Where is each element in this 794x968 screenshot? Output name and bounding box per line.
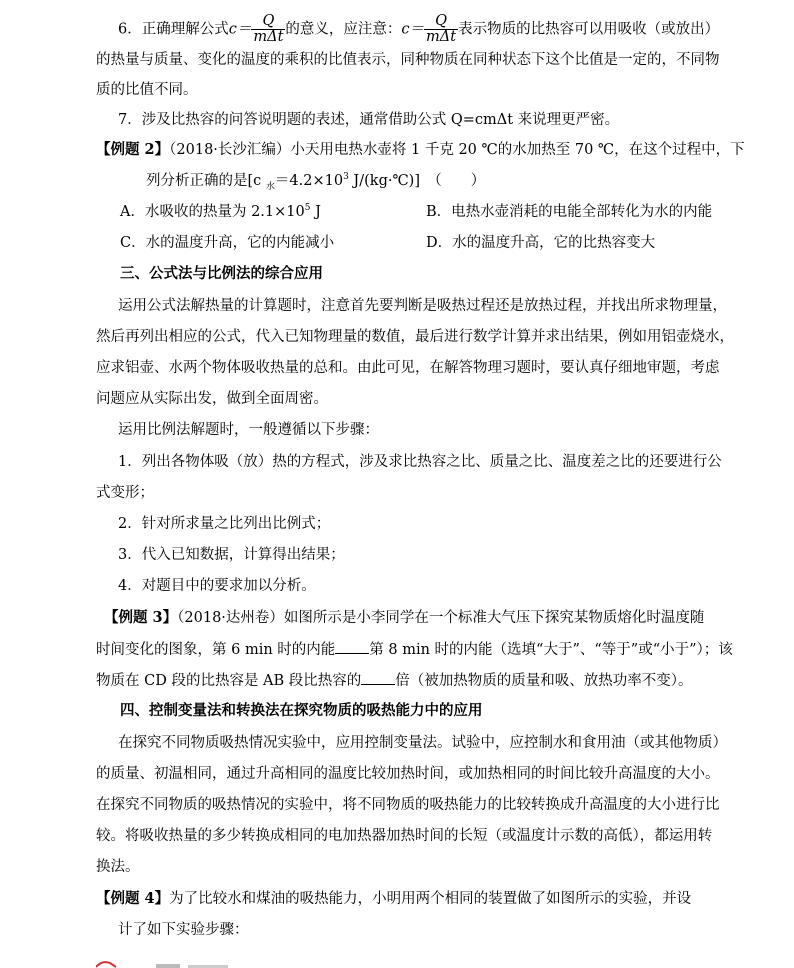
option-b: B．电热水壶消耗的电能全部转化为水的内能 [426, 204, 713, 220]
step-1-line-1: 1．列出各物体吸（放）热的方程式，涉及求比热容之比、质量之比、温度差之比的还要进行公 [118, 454, 722, 470]
step-4: 4．对题目中的要求加以分析。 [118, 578, 316, 594]
section-3-para-1-line-2: 然后再列出相应的公式，代入已知物理量的数值，最后进行数学计算并求出结果，例如用铝壶烧水， [96, 329, 734, 345]
example-4-line-1: 【例题 4】为了比较水和煤油的吸热能力，小明用两个相同的装置做了如图所示的实验，并设 [96, 890, 692, 907]
item-7: 7．涉及比热容的问答说明题的表述，通常借助公式 Q=cmΔt 来说理更严密。 [118, 112, 620, 128]
answer-blank-1[interactable] [335, 639, 369, 654]
option-a: A．水吸收的热量为 $2.1\times 10^5$ J [120, 203, 321, 220]
section-3-para-1-line-4: 问题应从实际出发，做到全面周密。 [96, 391, 328, 407]
section-3-para-1-line-3: 应求铝壶、水两个物体吸收热量的总和。由此可见，在解答物理习题时，要认真仔细地审题，考虑 [96, 360, 720, 376]
option-c: C．水的温度升高，它的内能减小 [120, 235, 335, 251]
section-4-line-2: 的质量、初温相同，通过升高相同的温度比较加热时间，或加热相同的时间比较升高温度的大小。 [96, 766, 720, 782]
example-2-line-1: 【例题 2】（2018·长沙汇编）小天用电热水壶将 1 千克 20 ℃的水加热至 70 ℃，在这个过程中，下 [96, 141, 745, 158]
section-3-title: 三、公式法与比例法的综合应用 [120, 266, 323, 282]
section-4-line-3: 在探究不同物质的吸热情况的实验中，将不同物质的吸热能力的比较转换成升高温度的大小进行比 [96, 797, 720, 813]
section-3-para-1-line-1: 运用公式法解热量的计算题时，注意首先要判断是吸热过程还是放热过程，并找出所求物理量， [118, 298, 727, 314]
section-3-para-2: 运用比例法解题时，一般遵循以下步骤： [118, 422, 379, 438]
example-2-line-2: 列分析正确的是[c $_水=4.2\times 10^3$ J/(kg·℃)] （ ） [146, 172, 486, 192]
cut-off-figure-fragment [96, 958, 246, 968]
example-3-line-3: 物质在 CD 段的比热容是 AB 段比热容的 倍（被加热物质的质量和吸、放热功率不变）。 [96, 670, 693, 691]
example-3-line-2: 时间变化的图象，第 6 min 时的内能 第 8 min 时的内能（选填“大于”、“等于”或“小于”）；该 [96, 639, 733, 660]
fraction-formula-2: $\frac{Q}{\text{mΔt}}$ [426, 13, 457, 45]
example-3-line-1: 【例题 3】（2018·达州卷）如图所示是小李同学在一个标准大气压下探究某物质熔化时温度随 [104, 609, 705, 626]
item-6-line-2: 的热量与质量、变化的温度的乘积的比值表示，同种物质在同种状态下这个比值是一定的，不同物 [96, 52, 720, 68]
step-3: 3．代入已知数据，计算得出结果； [118, 547, 345, 563]
item-6-line-1: 6．正确理解公式c＝ $\frac{Q}{\text{mΔt}}$ 的意义，应注意：c＝ $\frac{Q}{\text{mΔt}}$ 表示物质的比热容可以用吸收（或放出） [118, 13, 720, 45]
example-4-line-2: 计了如下实验步骤： [118, 922, 249, 938]
step-1-line-2: 式变形； [96, 485, 154, 501]
fraction-formula: $\frac{Q}{\text{mΔt}}$ [253, 13, 284, 45]
step-2: 2．针对所求量之比列出比例式； [118, 516, 331, 532]
section-4-line-5: 换法。 [96, 859, 140, 875]
section-4-line-1: 在探究不同物质吸热情况实验中，应用控制变量法。试验中，应控制水和食用油（或其他物质） [118, 735, 727, 751]
item-6-line-3: 质的比值不同。 [96, 82, 198, 98]
section-4-line-4: 较。将吸收热量的多少转换成相同的电加热器加热时间的长短（或温度计示数的高低），都运用转 [96, 828, 713, 844]
option-d: D．水的温度升高，它的比热容变大 [426, 235, 656, 251]
answer-blank-2[interactable] [361, 670, 395, 685]
section-4-title: 四、控制变量法和转换法在探究物质的吸热能力中的应用 [120, 703, 483, 719]
